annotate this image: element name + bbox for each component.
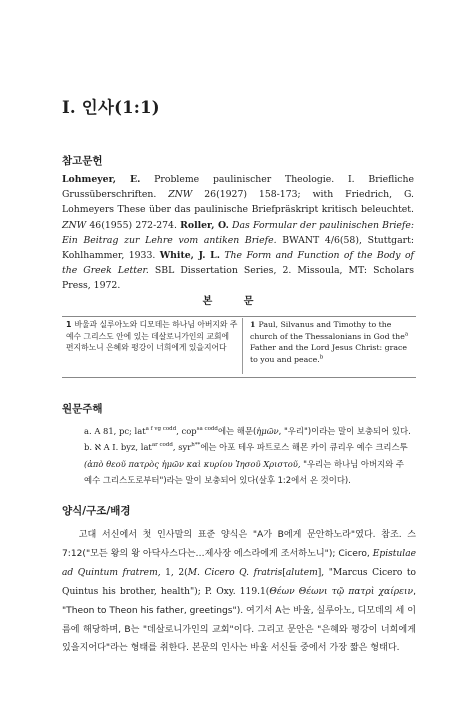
bib-title-white: The Form and Function of the Body of the Greek Letter. (62, 250, 414, 277)
form-structure-heading: 양식/구조/배경 (62, 505, 131, 517)
note-a-tail: , "우리")이라는 말이 보충되어 있다. (278, 426, 411, 436)
footnote-mark-a: a (404, 331, 409, 337)
verse-number-en: 1 (250, 320, 256, 329)
form-paragraph (62, 526, 416, 658)
chapter-title: I. 인사(1:1) (62, 98, 160, 117)
note-a-greek: ἡμῶν (256, 426, 279, 436)
note-b-syr: , syr (172, 442, 192, 453)
form-bracket-open: [ (282, 567, 286, 578)
bib-pages-friedrich: 46(1955) 272-274. (86, 219, 181, 231)
note-a-sup-1: a f vg codd (145, 426, 177, 433)
note-b-sup-2: h** (191, 442, 201, 449)
bib-journal-znw: ZNW (168, 189, 193, 201)
korean-verse-text: 바울과 실루아노와 디모데는 하나님 아버지와 주 예수 그리스도 안에 있는 데살로니가인의 교회에 편지하노니 은혜와 평강이 너희에게 있을지어다 (66, 320, 238, 353)
form-cicero-title: Epistulae ad Quintum fratrem, (62, 548, 416, 578)
bib-pages-lohmeyer: 26(1927) 158-173; with Friedrich, G. Lohmeyers These über das paulinische Briefpräskript kritisch beleuchtet. (62, 189, 414, 216)
bibliography (62, 172, 414, 294)
english-text-column (250, 319, 416, 365)
form-latin-salutem: alutem (285, 567, 318, 578)
form-latin-greeting: M. Cicero Q. fratris (187, 567, 283, 578)
bib-author-roller: Roller, O. (180, 219, 229, 231)
note-b-tail: "우리는 하나님 아버지와 주 예수 그리스도로부터")라는 말이 보충되어 있다(살후 1:2에서 온 것이다). (84, 458, 405, 485)
form-text-1: 고대 서신에서 첫 인사말의 표준 양식은 "A가 B에게 문안하노라"였다. 참조. 스 7:12("모든 왕의 왕 아닥사스다는…제사장 에스라에게 조서하노니"); Cicero, (62, 530, 416, 559)
textual-notes-heading: 원문주해 (62, 403, 103, 415)
textual-notes (84, 423, 414, 488)
form-text-2: 1, 2( (160, 567, 188, 578)
references-heading: 참고문헌 (62, 155, 103, 167)
bib-pub-roller: BWANT 4/6(58), Stuttgart: Kohlhammer, 1933. (62, 234, 414, 262)
note-a (84, 423, 414, 439)
text-section-heading: 본 문 (202, 296, 268, 307)
note-b-greek: (ἀπὸ θεοῦ πατρὸς ἡμῶν καὶ κυρίου Ἰησοῦ Χριστοῦ, (84, 458, 301, 469)
korean-text-column (66, 319, 238, 354)
bib-pub-white: SBL Dissertation Series, 2. Missoula, MT: Scholars Press, 1972. (62, 265, 414, 292)
text-top-rule (62, 316, 416, 317)
bib-journal-znw-2: ZNW (62, 219, 87, 231)
verse-number-kr: 1 (66, 320, 72, 329)
note-a-sup-2: sa codd (196, 426, 218, 433)
form-text-4: , "Theon to Theon his father, greetings"). 여기서 A는 바울, 실루아노, 디모데의 세 이름에 해당하며, B는 "데살로니가인의 교회"이다. 그리고 문안은 "은혜와 평강이 너희에게 있을지어다"라는 형태를 취한다. 본문의 인사는 바울 서신들 중에서 가장 짧은 형태다. (62, 586, 416, 654)
bib-title-roller: Das Formular der paulinischen Briefe: Ein Beitrag zur Lehre vom antiken Briefe. (62, 219, 414, 246)
footnote-mark-b: b (319, 354, 324, 361)
text-bottom-rule (62, 377, 416, 378)
form-text-3: ], "Marcus Cicero to Quintus his brother, health"); P. Oxy. 119.1( (62, 567, 416, 597)
column-divider (242, 318, 243, 374)
note-b-witnesses: b. ℵ A I. byz, lat (84, 442, 152, 453)
bib-title-lohmeyer: Probleme paulinischer Theologie. I. Briefliche Grussüberschriften. (62, 174, 414, 201)
english-verse-text-a: Paul, Silvanus and Timothy to the church of the Thessalonians in God the (250, 320, 405, 341)
form-greek-greeting: Θέων Θέωνι τῷ πατρὶ χαίρειν (269, 586, 414, 597)
bib-author-white: White, J. L. (159, 250, 220, 262)
note-a-cop: , cop (176, 426, 197, 436)
note-b-sup-1: ar codd (151, 442, 173, 449)
note-a-witnesses: a. A 81, pc; lat (84, 426, 146, 436)
bib-author-lohmeyer: Lohmeyer, E. (62, 174, 141, 185)
note-b-text: 에는 아포 테우 파트로스 해몬 카이 큐리우 예수 크리스투 (200, 442, 408, 453)
note-a-text: 에는 해문( (217, 426, 257, 436)
note-b (84, 439, 414, 488)
english-verse-text-b: Father and the Lord Jesus Christ: grace to you and peace. (250, 343, 407, 364)
